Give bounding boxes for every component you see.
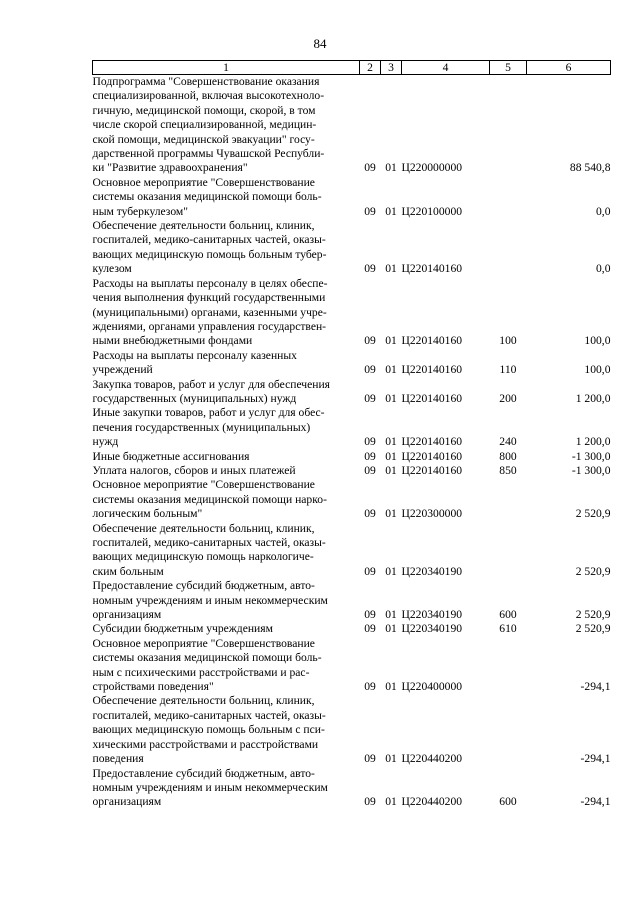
description-line: (муниципальными) органами, казенными учре- — [92, 305, 327, 319]
description-line: ждениями, органами управления государствен- — [92, 319, 327, 333]
description-line: Предоставление субсидий бюджетным, авто- — [92, 579, 315, 593]
expense-type-code: 800 — [499, 449, 517, 463]
amount: 0,0 — [596, 204, 611, 218]
description-line: системы оказания медицинской помощи боль- — [92, 651, 322, 665]
row-description — [93, 478, 360, 521]
expense-type-code — [490, 522, 527, 580]
section-code: 09 — [364, 752, 376, 766]
table-row — [93, 450, 611, 464]
description-line: Подпрограмма "Совершенствование оказания — [92, 75, 320, 88]
row-description — [93, 637, 360, 695]
description-line: числе скорой специализированной, медицин- — [92, 118, 317, 132]
table-row — [93, 478, 611, 521]
description-line: Обеспечение деятельности больниц, клиник, — [92, 521, 315, 535]
description-line: Основное мероприятие "Совершенствование — [92, 175, 315, 189]
subsection-code: 01 — [385, 680, 397, 694]
row-description — [93, 75, 360, 176]
amount: 1 200,0 — [575, 435, 611, 449]
page-number: 84 — [313, 36, 327, 51]
description-line: кулезом — [92, 262, 132, 276]
target-article-code: Ц220140160 — [401, 449, 463, 463]
description-line: системы оказания медицинской помощи боль- — [92, 190, 322, 204]
amount: 2 520,9 — [575, 507, 611, 521]
description-line: чения выполнения функций государственными — [92, 291, 326, 305]
row-description — [93, 464, 360, 478]
description-line: системы оказания медицинской помощи нарко- — [92, 492, 327, 506]
section-code: 09 — [364, 564, 376, 578]
section-code: 09 — [364, 449, 376, 463]
description-line: Обеспечение деятельности больниц, клиник, — [92, 694, 315, 708]
table-row — [93, 694, 611, 766]
subsection-code: 01 — [385, 752, 397, 766]
description-line: Закупка товаров, работ и услуг для обеспечения — [92, 377, 331, 391]
description-line: печения государственных (муниципальных) — [92, 420, 311, 434]
subsection-code: 01 — [385, 795, 397, 809]
row-description — [93, 349, 360, 378]
amount: 88 540,8 — [569, 161, 611, 175]
description-line: Основное мероприятие "Совершенствование — [92, 636, 315, 650]
description-line: стройствами поведения" — [92, 680, 214, 694]
description-line: вающих медицинскую помощь больным тубер- — [92, 247, 327, 261]
amount: 100,0 — [584, 334, 611, 348]
section-code: 09 — [364, 795, 376, 809]
expense-type-code: 850 — [499, 463, 517, 477]
expense-type-code: 610 — [499, 622, 517, 636]
target-article-code: Ц220300000 — [401, 507, 463, 521]
table-row — [93, 637, 611, 695]
section-code: 09 — [364, 161, 376, 175]
description-line: специализированной, включая высокотехноло- — [92, 89, 325, 103]
amount: 2 520,9 — [575, 622, 611, 636]
section-code: 09 — [364, 334, 376, 348]
row-description — [93, 277, 360, 349]
subsection-code: 01 — [385, 204, 397, 218]
amount: -294,1 — [580, 752, 611, 766]
budget-table — [92, 60, 611, 810]
column-number-1: 1 — [93, 61, 360, 75]
expense-type-code — [490, 176, 527, 219]
section-code: 09 — [364, 507, 376, 521]
table-row — [93, 767, 611, 810]
target-article-code: Ц220140160 — [401, 363, 463, 377]
table-row — [93, 464, 611, 478]
amount: 2 520,9 — [575, 608, 611, 622]
description-line: поведения — [92, 752, 144, 766]
row-description — [93, 622, 360, 636]
description-line: Иные бюджетные ассигнования — [92, 449, 250, 463]
section-code: 09 — [364, 608, 376, 622]
subsection-code: 01 — [385, 391, 397, 405]
description-line: Субсидии бюджетным учреждениям — [92, 622, 273, 636]
target-article-code: Ц220140160 — [401, 391, 463, 405]
table-row — [93, 219, 611, 277]
row-description — [93, 450, 360, 464]
subsection-code: 01 — [385, 463, 397, 477]
section-code: 09 — [364, 435, 376, 449]
row-description — [93, 378, 360, 407]
description-line: дарственной программы Чувашской Республи- — [92, 147, 325, 161]
description-line: Иные закупки товаров, работ и услуг для обес- — [92, 406, 325, 420]
subsection-code: 01 — [385, 262, 397, 276]
description-line: ными внебюджетными фондами — [92, 334, 253, 348]
subsection-code: 01 — [385, 334, 397, 348]
target-article-code: Ц220440200 — [401, 795, 463, 809]
description-line: нужд — [92, 435, 119, 449]
target-article-code: Ц220100000 — [401, 204, 463, 218]
subsection-code: 01 — [385, 622, 397, 636]
description-line: ным с психическими расстройствами и рас- — [92, 665, 310, 679]
expense-type-code — [490, 694, 527, 766]
subsection-code: 01 — [385, 507, 397, 521]
description-line: Расходы на выплаты персоналу в целях обеспе- — [92, 276, 328, 290]
table-row — [93, 522, 611, 580]
row-description — [93, 176, 360, 219]
column-number-6: 6 — [527, 61, 611, 75]
subsection-code: 01 — [385, 608, 397, 622]
table-row — [93, 349, 611, 378]
column-number-row — [93, 61, 611, 75]
expense-type-code: 240 — [499, 435, 517, 449]
expense-type-code: 600 — [499, 795, 517, 809]
description-line: номным учреждениям и иным некоммерческим — [92, 593, 328, 607]
description-line: учреждений — [92, 363, 153, 377]
amount: -1 300,0 — [571, 463, 611, 477]
amount: 100,0 — [584, 363, 611, 377]
description-line: номным учреждениям и иным некоммерческим — [92, 780, 328, 794]
table-row — [93, 406, 611, 449]
table-body — [93, 75, 611, 810]
description-line: организациям — [92, 795, 162, 809]
row-description — [93, 406, 360, 449]
amount: -1 300,0 — [571, 449, 611, 463]
description-line: хическими расстройствами и расстройствами — [92, 737, 319, 751]
subsection-code: 01 — [385, 564, 397, 578]
table-row — [93, 378, 611, 407]
description-line: вающих медицинскую помощь больным с пси- — [92, 723, 325, 737]
description-line: Основное мероприятие "Совершенствование — [92, 478, 315, 492]
expense-type-code: 110 — [499, 363, 517, 377]
expense-type-code: 600 — [499, 608, 517, 622]
column-number-3: 3 — [381, 61, 402, 75]
description-line: ки "Развитие здравоохранения" — [92, 161, 248, 175]
table-row — [93, 75, 611, 176]
row-description — [93, 579, 360, 622]
target-article-code: Ц220340190 — [401, 564, 463, 578]
amount: 2 520,9 — [575, 564, 611, 578]
description-line: гичную, медицинской помощи, скорой, в том — [92, 103, 316, 117]
column-number-4: 4 — [402, 61, 490, 75]
amount: -294,1 — [580, 680, 611, 694]
section-code: 09 — [364, 391, 376, 405]
description-line: вающих медицинскую помощь наркологиче- — [92, 550, 314, 564]
target-article-code: Ц220140160 — [401, 463, 463, 477]
section-code: 09 — [364, 204, 376, 218]
table-row — [93, 622, 611, 636]
row-description — [93, 694, 360, 766]
expense-type-code — [490, 75, 527, 176]
target-article-code: Ц220400000 — [401, 680, 463, 694]
row-description — [93, 219, 360, 277]
target-article-code: Ц220140160 — [401, 334, 463, 348]
expense-type-code — [490, 219, 527, 277]
target-article-code: Ц220140160 — [401, 262, 463, 276]
row-description — [93, 767, 360, 810]
description-line: Предоставление субсидий бюджетным, авто- — [92, 766, 315, 780]
section-code: 09 — [364, 622, 376, 636]
target-article-code: Ц220340190 — [401, 608, 463, 622]
column-number-5: 5 — [490, 61, 527, 75]
description-line: госпиталей, медико-санитарных частей, оказы- — [92, 233, 326, 247]
target-article-code: Ц220000000 — [401, 161, 463, 175]
table-row — [93, 176, 611, 219]
amount: -294,1 — [580, 795, 611, 809]
subsection-code: 01 — [385, 449, 397, 463]
description-line: ным туберкулезом" — [92, 204, 188, 218]
column-number-2: 2 — [360, 61, 381, 75]
expense-type-code — [490, 478, 527, 521]
description-line: Обеспечение деятельности больниц, клиник, — [92, 219, 315, 233]
table-row — [93, 277, 611, 349]
subsection-code: 01 — [385, 363, 397, 377]
amount: 1 200,0 — [575, 391, 611, 405]
expense-type-code: 200 — [499, 391, 517, 405]
description-line: госпиталей, медико-санитарных частей, оказы- — [92, 536, 326, 549]
section-code: 09 — [364, 262, 376, 276]
description-line: логическим больным" — [92, 507, 203, 521]
section-code: 09 — [364, 680, 376, 694]
target-article-code: Ц220440200 — [401, 752, 463, 766]
description-line: Уплата налогов, сборов и иных платежей — [92, 463, 296, 477]
subsection-code: 01 — [385, 435, 397, 449]
expense-type-code — [490, 637, 527, 695]
description-line: ской помощи, медицинской эвакуации" госу- — [92, 132, 315, 146]
description-line: ским больным — [92, 564, 164, 578]
subsection-code: 01 — [385, 161, 397, 175]
expense-type-code: 100 — [499, 334, 517, 348]
section-code: 09 — [364, 463, 376, 477]
description-line: госпиталей, медико-санитарных частей, оказы- — [92, 708, 326, 722]
target-article-code: Ц220140160 — [401, 435, 463, 449]
description-line: организациям — [92, 608, 162, 622]
amount: 0,0 — [596, 262, 611, 276]
table-row — [93, 579, 611, 622]
section-code: 09 — [364, 363, 376, 377]
row-description — [93, 522, 360, 580]
description-line: Расходы на выплаты персоналу казенных — [92, 348, 297, 362]
target-article-code: Ц220340190 — [401, 622, 463, 636]
description-line: государственных (муниципальных) нужд — [92, 391, 297, 405]
